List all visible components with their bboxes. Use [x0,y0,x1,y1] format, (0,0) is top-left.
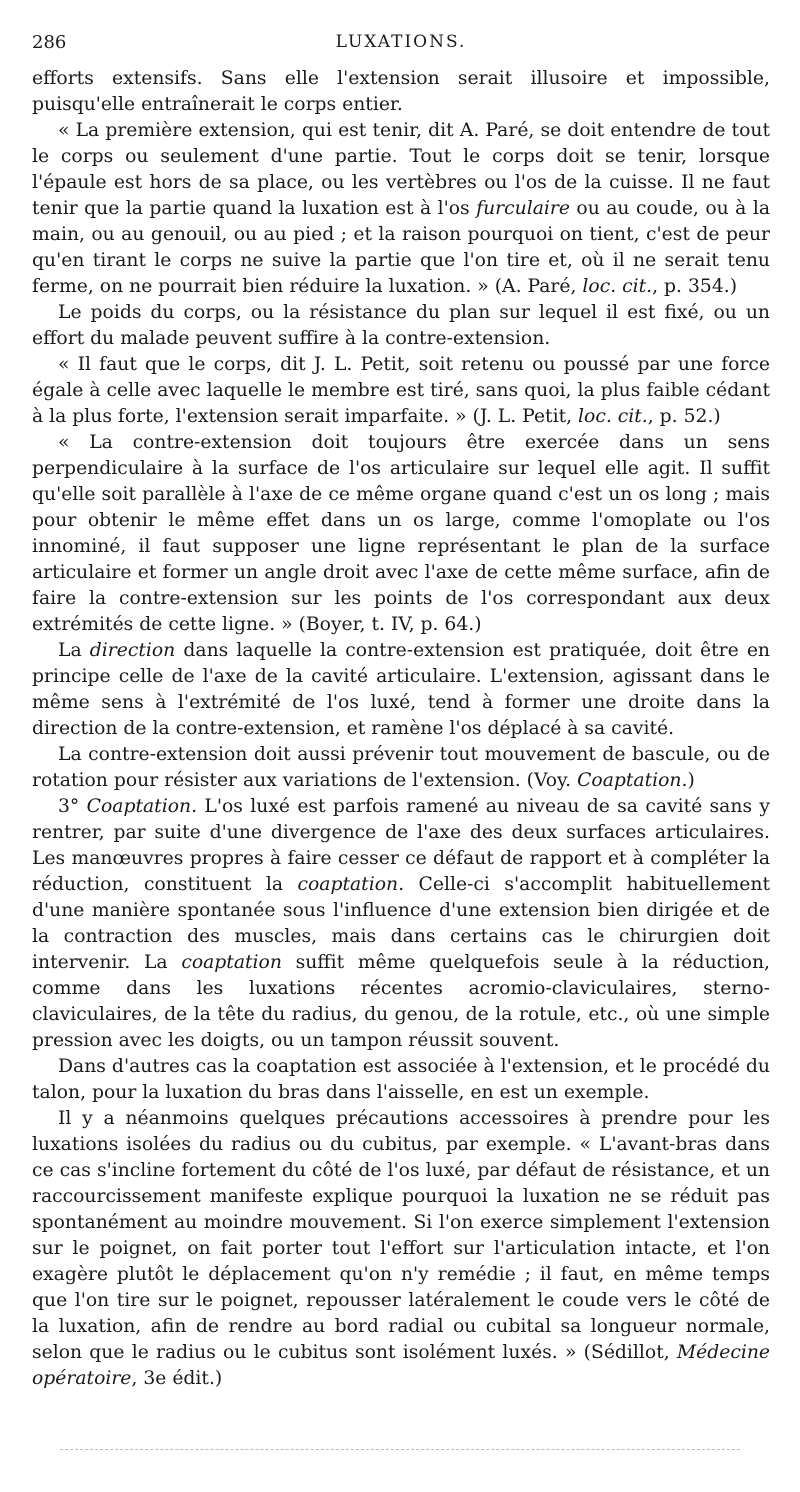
text-segment-italic: coaptation. [297,874,405,895]
text-segment-italic: Coaptation. [86,796,198,817]
page-number: 286 [32,32,67,53]
text-segment: La contre-extension doit aussi prévenir tout mouvement de bascule, ou de rotation pour résister aux variations de l'extension. (Voy. [32,744,770,791]
text-segment: , 3e édit.) [131,1368,223,1389]
paragraph [32,352,770,430]
text-segment: efforts extensifs. Sans elle l'extension serait illusoire et impossible, puisqu'elle entraînerait le corps entier. [32,68,770,115]
text-segment-italic: Coaptation. [577,770,688,791]
text-segment: suffit même quelquefois seule à la réduction, comme dans les luxations récentes acromio-claviculaires, sterno-claviculaires, de la tête du radius, du genou, de la rotule, etc., où une simple pression avec les doigts, ou un tampon réussit souvent. [32,952,770,1051]
footer-rule [60,1449,740,1450]
text-segment: ) [687,770,695,791]
paragraph [32,118,770,300]
running-title: LUXATIONS. [335,32,467,52]
text-segment: Il y a néanmoins quelques précautions accessoires à prendre pour les luxations isolées du radius ou du cubitus, par exemple. « L'avant-bras dans ce cas s'incline fortement du côté de l'os luxé, par défaut de résistance, et un raccourcissement manifeste explique pourquoi la luxation ne se réduit pas spontanément au moindre mouvement. Si l'on exerce simplement l'extension sur le poignet, on fait porter tout l'effort sur l'articulation intacte, et l'on exagère plutôt le déplacement qu'on n'y remédie ; il faut, en même temps que l'on tire sur le poignet, repousser latéralement le coude vers le côté de la luxation, afin de rendre au bord radial ou cubital sa longueur normale, selon que le radius ou le cubitus sont isolément luxés. » (Sédillot, [32,1108,770,1363]
paragraph [32,794,770,1054]
text-segment-italic: direction [89,640,176,661]
text-segment: « La première extension, qui est tenir, dit A. Paré, se doit entendre de tout le corps ou seulement d'une partie. Tout le corps doit se tenir, lorsque l'épaule est hors de sa place, ou les vertèbres ou l'os de la cuisse. Il ne faut tenir que la partie quand la luxation est à l'os [32,120,770,219]
text-segment-italic: loc. cit. [582,276,653,297]
page-header [32,32,770,56]
text-segment: Dans d'autres cas la coaptation est associée à l'extension, et le procédé du talon, pour la luxation du bras dans l'aisselle, en est un exemple. [32,1056,770,1103]
body-text [32,66,770,1392]
paragraph [32,742,770,794]
paragraph [32,300,770,352]
text-segment: dans laquelle la contre-extension est pratiquée, doit être en principe celle de l'axe de la cavité articulaire. L'extension, agissant dans le même sens à l'extrémité de l'os luxé, tend à former une droite dans la direction de la contre-extension, et ramène l'os déplacé à sa cavité. [32,640,771,739]
text-segment: L'os luxé est parfois ramené au niveau de sa cavité sans y rentrer, par suite d'une divergence de l'axe des deux surfaces articulaires. Les manœuvres propres à faire cesser ce défaut de rapport et à compléter la réduction, constituent la [32,796,770,895]
text-segment: « Il faut que le corps, dit J. L. Petit, soit retenu ou poussé par une force égale à celle avec laquelle le membre est tiré, sans quoi, la plus faible cédant à la plus forte, l'extension serait imparfaite. » (J. L. Petit, [32,354,770,427]
text-segment-italic: Médecine opératoire [32,1342,770,1389]
paragraph [32,66,770,118]
text-segment: , p. 354.) [652,276,738,297]
text-segment: , p. 52.) [647,406,721,427]
text-segment: La [58,640,90,661]
text-segment-italic: coaptation [181,952,282,973]
text-segment: Celle-ci s'accomplit habituellement d'une manière spontanée sous l'influence d'une extension bien dirigée et de la contraction des muscles, mais dans certains cas le chirurgien doit intervenir. La [32,874,770,973]
text-segment-italic: furculaire [476,198,570,219]
text-segment-italic: loc. cit. [578,406,648,427]
paragraph [32,638,770,742]
text-segment: « La contre-extension doit toujours être exercée dans un sens perpendiculaire à la surface de l'os articulaire sur lequel elle agit. Il suffit qu'elle soit parallèle à l'axe de ce même organe quand c'est un os long ; mais pour obtenir le même effet dans un os large, comme l'omoplate ou l'os innominé, il faut supposer une ligne représentant le plan de la surface articulaire et former un angle droit avec l'axe de cette même surface, afin de faire la contre-extension sur les points de l'os correspondant aux deux extrémités de cette ligne. » (Boyer, t. IV, p. 64.) [32,432,770,635]
text-segment: ou au coude, ou à la main, ou au genouil, ou au pied ; et la raison pourquoi on tient, c'est de peur qu'en tirant le corps ne suive la partie que l'on tire et, où il ne serait tenu ferme, on ne pourrait bien réduire la luxation. » (A. Paré, [32,198,770,297]
paragraph [32,1054,770,1106]
paragraph [32,430,770,638]
paragraph [32,1106,770,1392]
text-segment: 3° [58,796,87,817]
text-segment: Le poids du corps, ou la résistance du plan sur lequel il est fixé, ou un effort du malade peuvent suffire à la contre-extension. [32,302,770,349]
